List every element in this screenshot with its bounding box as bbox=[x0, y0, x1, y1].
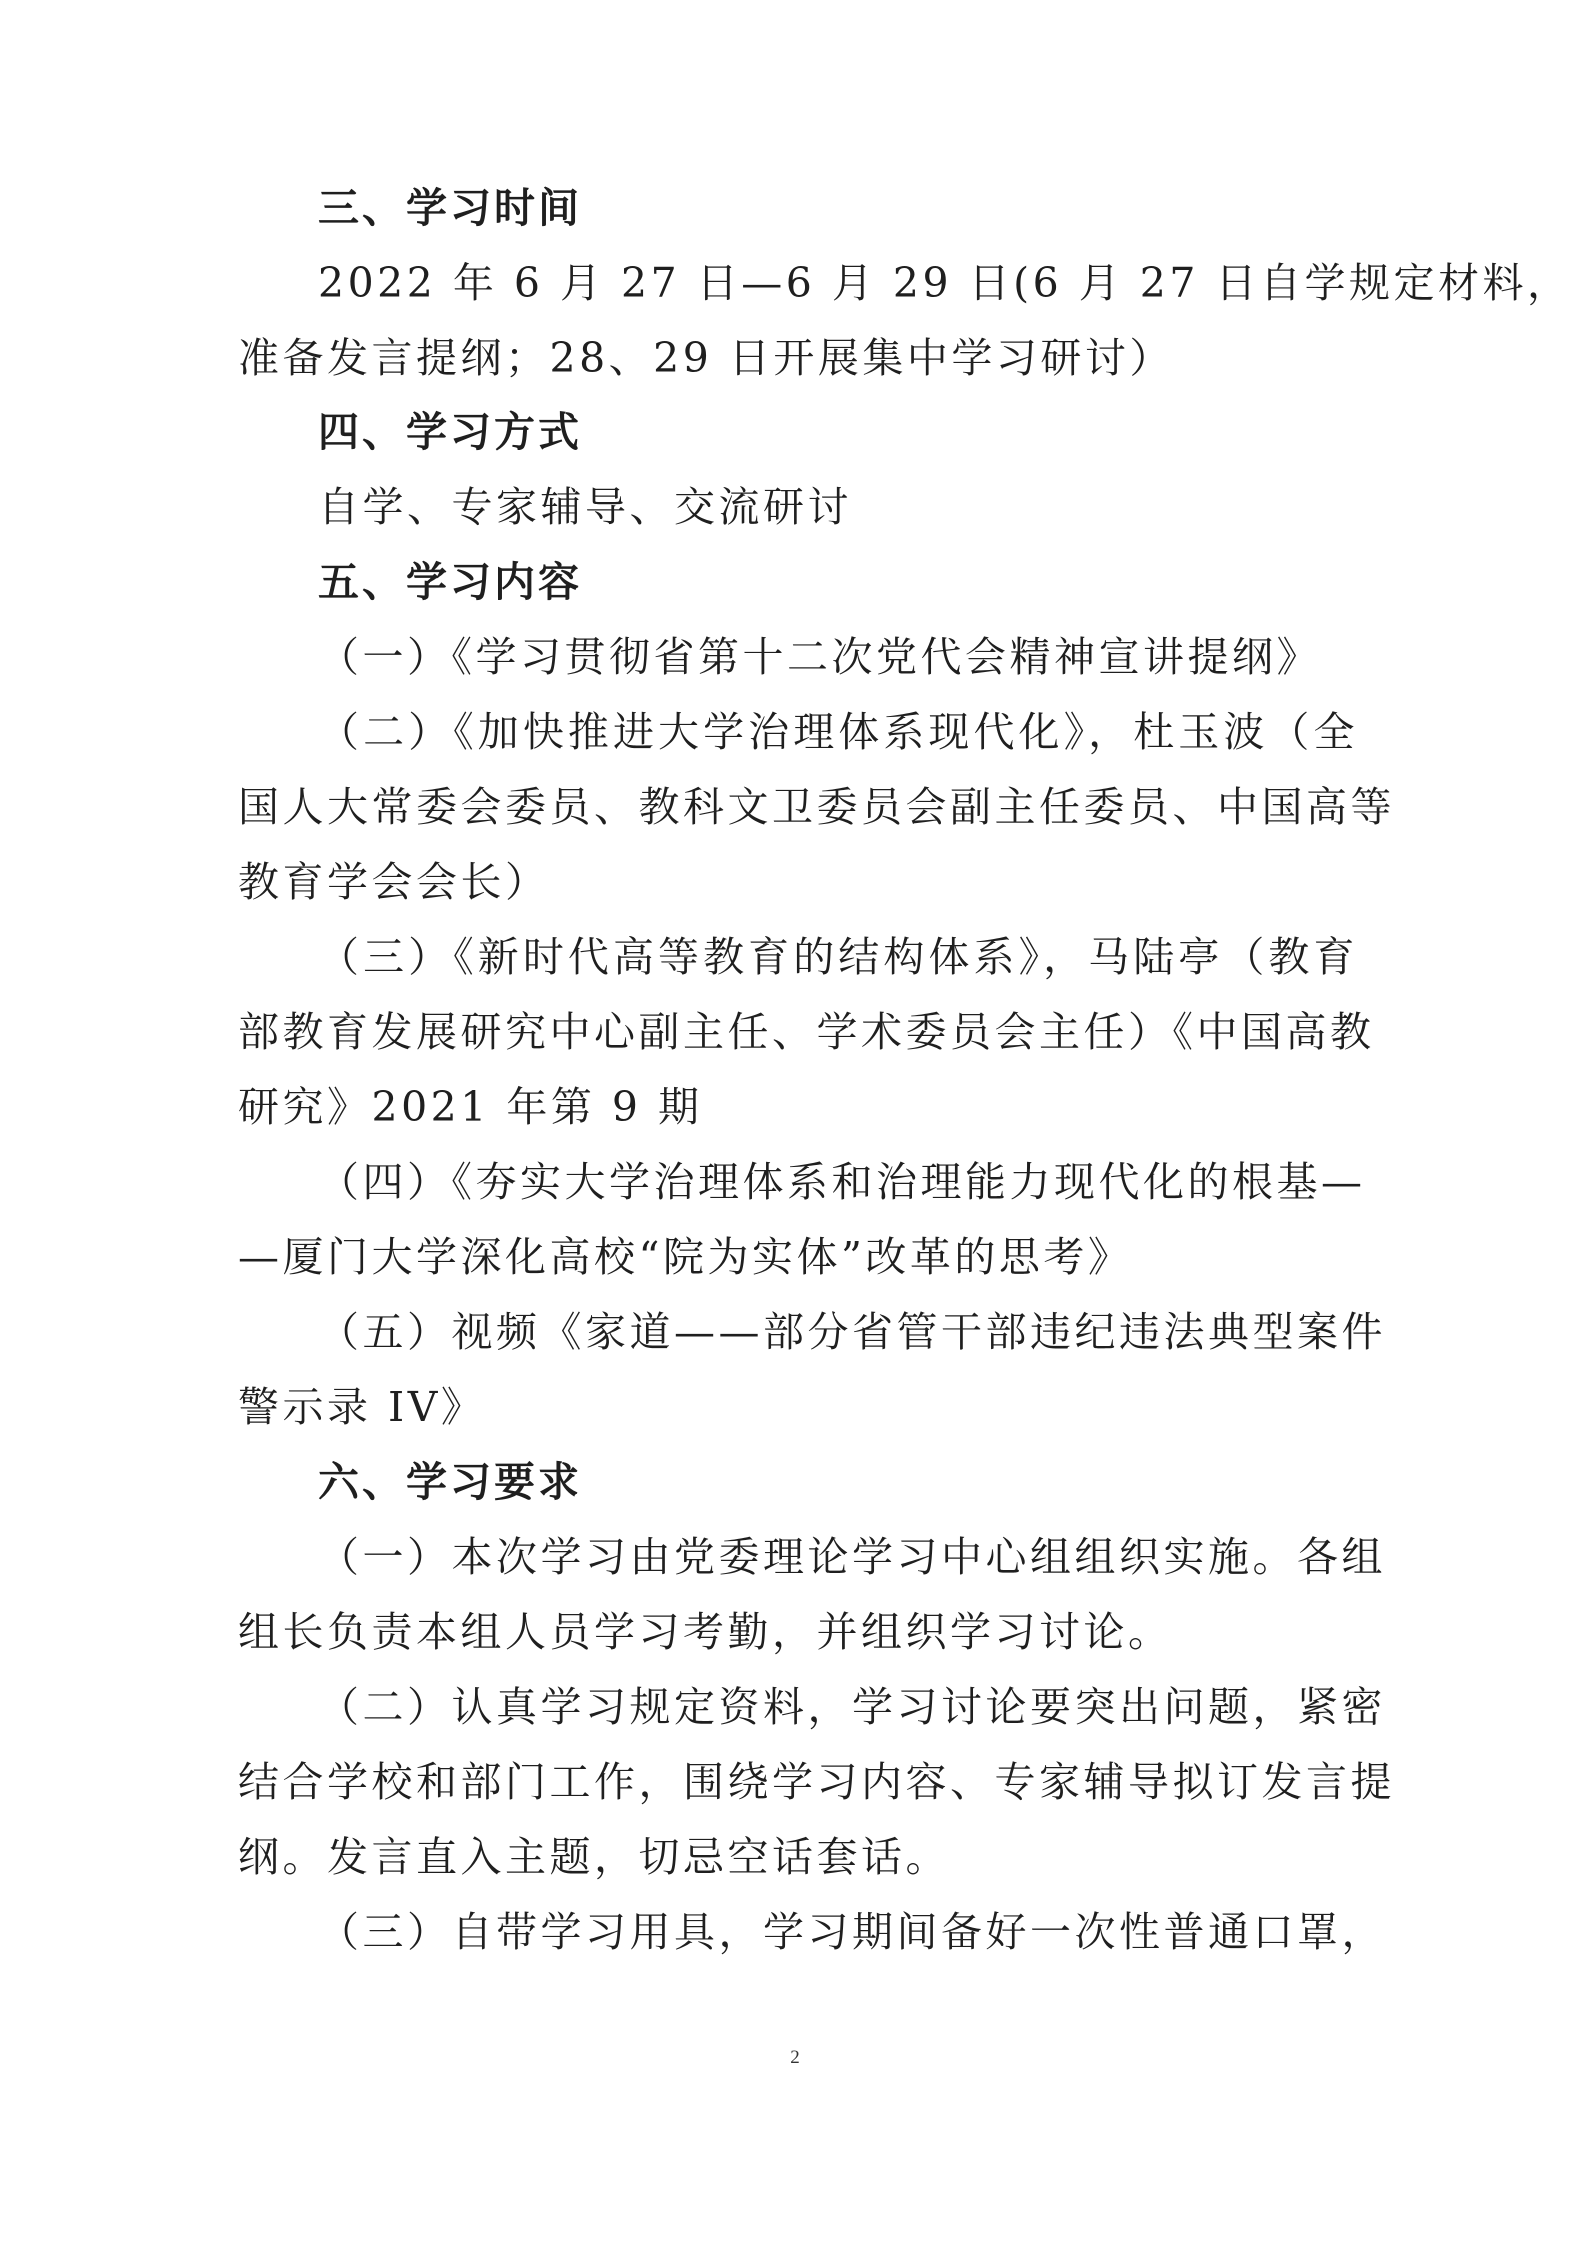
list-item-line: （四）《夯实大学治理体系和治理能力现代化的根基— bbox=[318, 1158, 1366, 1206]
page-number: 2 bbox=[790, 2047, 800, 2068]
paragraph-line: 准备发言提纲；28、29 日开展集中学习研讨） bbox=[238, 334, 1174, 382]
list-item-line: （一）《学习贯彻省第十二次党代会精神宣讲提纲》 bbox=[318, 633, 1321, 681]
section-heading-study-content: 五、学习内容 bbox=[318, 558, 582, 606]
section-heading-study-method: 四、学习方式 bbox=[318, 408, 582, 456]
list-item-line: （二）《加快推进大学治理体系现代化》，杜玉波（全 bbox=[318, 708, 1358, 756]
list-item-line: 教育学会会长） bbox=[238, 858, 550, 906]
list-item-line: —厦门大学深化高校“院为实体”改革的思考》 bbox=[238, 1233, 1133, 1281]
paragraph-line: 2022 年 6 月 27 日—6 月 29 日(6 月 27 日自学规定材料， bbox=[318, 259, 1572, 307]
list-item-line: （五）视频《家道——部分省管干部违纪违法典型案件 bbox=[318, 1308, 1386, 1356]
list-item-line: 纲。发言直入主题，切忌空话套话。 bbox=[238, 1833, 950, 1881]
list-item-line: （三）自带学习用具，学习期间备好一次性普通口罩， bbox=[318, 1908, 1386, 1956]
list-item-line: （二）认真学习规定资料，学习讨论要突出问题，紧密 bbox=[318, 1683, 1386, 1731]
section-heading-study-time: 三、学习时间 bbox=[318, 184, 582, 232]
list-item-line: 警示录 IV》 bbox=[238, 1383, 486, 1431]
list-item-line: （一）本次学习由党委理论学习中心组组织实施。各组 bbox=[318, 1533, 1386, 1581]
list-item-line: 部教育发展研究中心副主任、学术委员会主任）《中国高教 bbox=[238, 1008, 1375, 1056]
list-item-line: 研究》2021 年第 9 期 bbox=[238, 1083, 703, 1131]
list-item-line: （三）《新时代高等教育的结构体系》，马陆亭（教育 bbox=[318, 933, 1358, 981]
section-heading-study-requirements: 六、学习要求 bbox=[318, 1458, 582, 1506]
list-item-line: 国人大常委会委员、教科文卫委员会副主任委员、中国高等 bbox=[238, 783, 1395, 831]
list-item-line: 组长负责本组人员学习考勤，并组织学习讨论。 bbox=[238, 1608, 1173, 1656]
paragraph-line: 自学、专家辅导、交流研讨 bbox=[318, 483, 852, 531]
list-item-line: 结合学校和部门工作，围绕学习内容、专家辅导拟订发言提 bbox=[238, 1758, 1395, 1806]
